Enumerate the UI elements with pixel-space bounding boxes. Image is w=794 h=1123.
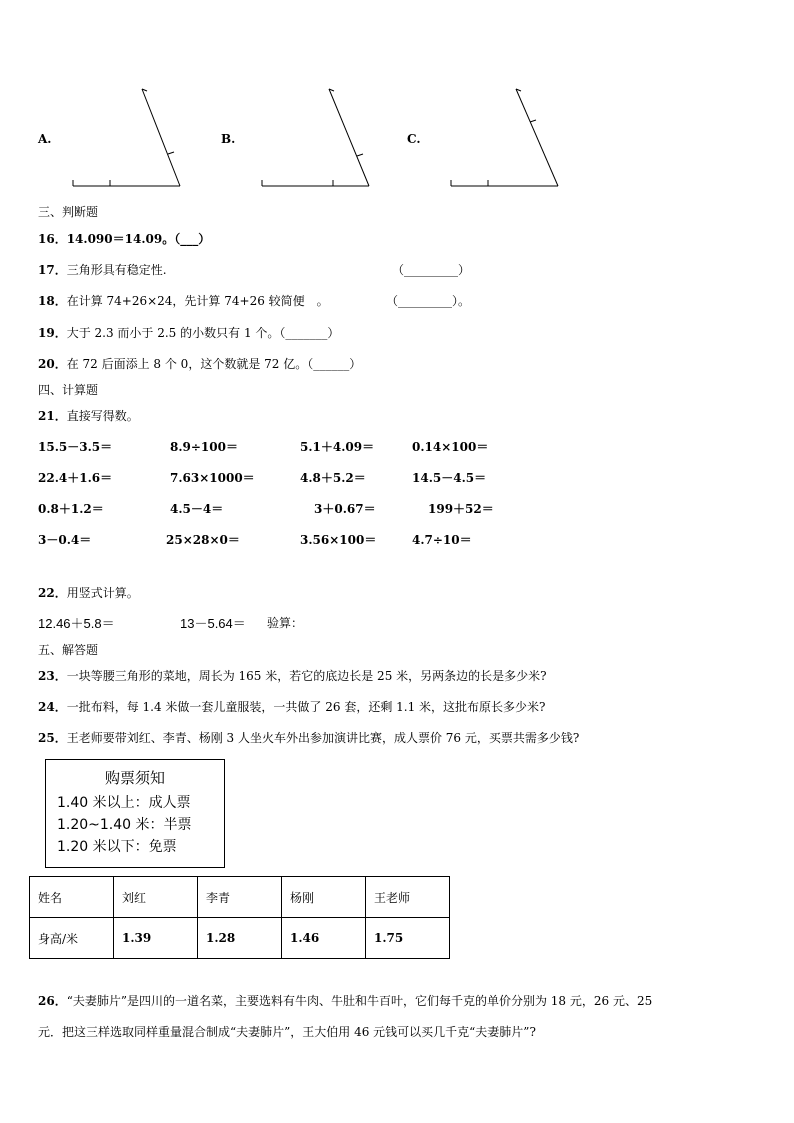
table-row (30, 877, 450, 918)
option-b-label: B. (221, 132, 236, 146)
table-cell: 身高/米 (30, 918, 114, 959)
question-16 (38, 230, 210, 247)
calc-item: 3.56×100＝ (300, 533, 377, 547)
question-22 (38, 584, 139, 601)
question-text: 在 72 后面添上 8 个 0，这个数就是 72 亿。（______） (66, 357, 362, 371)
question-26-continued: 元．把这三样选取同样重量混合制成“夫妻肺片”，王大伯用 46 元钱可以买几千克“夫妻肺片”? (38, 1025, 536, 1039)
angle-figure-a (70, 86, 185, 190)
question-text: 王老师要带刘红、李青、杨刚 3 人坐火车外出参加演讲比赛，成人票价 76 元，买票共需多少钱? (66, 731, 580, 745)
question-number: 17． (38, 263, 67, 277)
table-header-cell: 刘红 (114, 877, 198, 918)
vertical-calc-1: 12.46＋5.8＝ (38, 616, 115, 631)
height-table (29, 876, 450, 959)
table-cell: 1.46 (282, 918, 366, 959)
question-18 (38, 292, 329, 309)
answer-blank-18[interactable]: （_________）。 (386, 294, 471, 308)
notice-line: 1.20~1.40 米：半票 (57, 817, 192, 833)
table-cell: 1.28 (198, 918, 282, 959)
notice-title: 购票须知 (104, 769, 165, 787)
calc-item: 4.8＋5.2＝ (300, 471, 366, 485)
question-23 (38, 667, 547, 684)
calc-item: 7.63×1000＝ (170, 471, 255, 485)
question-text: 在计算 74+26×24，先计算 74+26 较简便 。 (66, 294, 329, 308)
notice-line: 1.40 米以上：成人票 (57, 795, 191, 811)
calc-item: 199＋52＝ (428, 502, 494, 516)
question-24 (38, 698, 545, 715)
question-20 (38, 355, 361, 372)
question-text: 用竖式计算。 (66, 586, 139, 600)
calc-item: 0.14×100＝ (412, 440, 489, 454)
option-a-label: A. (38, 132, 52, 146)
question-text: 大于 2.3 而小于 2.5 的小数只有 1 个。（_______） (66, 326, 340, 340)
question-text: 三角形具有稳定性. (66, 263, 167, 277)
question-26 (38, 992, 652, 1009)
question-number: 26． (38, 994, 67, 1008)
calc-item: 15.5－3.5＝ (38, 440, 113, 454)
calc-item: 3－0.4＝ (38, 533, 92, 547)
calc-item: 3＋0.67＝ (314, 502, 376, 516)
question-number: 22． (38, 586, 67, 600)
calc-item: 0.8＋1.2＝ (38, 502, 104, 516)
question-number: 19． (38, 326, 67, 340)
question-number: 21． (38, 409, 67, 423)
question-number: 16． (38, 232, 67, 246)
ticket-notice-box (45, 759, 225, 868)
answer-blank-17[interactable]: （_________） (392, 263, 471, 277)
vertical-calc-2: 13－5.64＝ (180, 616, 246, 631)
option-c-label: C. (407, 132, 421, 146)
question-text: 直接写得数。 (66, 409, 139, 423)
calc-item: 4.5－4＝ (170, 502, 224, 516)
verification-label: 验算： (267, 616, 304, 630)
question-number: 23． (38, 669, 67, 683)
table-header-cell: 姓名 (30, 877, 114, 918)
angle-figure-b (259, 86, 374, 190)
table-header-cell: 王老师 (366, 877, 450, 918)
question-text: 一批布料，每 1.4 米做一套儿童服装，一共做了 26 套，还剩 1.1 米，这批布原长多少米? (66, 700, 546, 714)
question-number: 20． (38, 357, 67, 371)
notice-line: 1.20 米以下：免票 (57, 839, 177, 855)
section-3-title: 三、判断题 (38, 205, 99, 219)
calc-item: 22.4＋1.6＝ (38, 471, 113, 485)
calc-item: 14.5－4.5＝ (412, 471, 487, 485)
question-25 (38, 729, 579, 746)
section-4-title: 四、计算题 (38, 383, 99, 397)
question-number: 25． (38, 731, 67, 745)
section-5-title: 五、解答题 (38, 643, 99, 657)
question-number: 24． (38, 700, 67, 714)
calc-item: 8.9÷100＝ (170, 440, 238, 454)
calc-item: 4.7÷10＝ (412, 533, 472, 547)
table-row (30, 918, 450, 959)
table-header-cell: 杨刚 (282, 877, 366, 918)
table-cell: 1.39 (114, 918, 198, 959)
angle-figure-c (448, 86, 563, 190)
question-text: 14.090＝14.09。（___） (66, 232, 211, 246)
table-cell: 1.75 (366, 918, 450, 959)
question-19 (38, 324, 339, 341)
calc-item: 5.1＋4.09＝ (300, 440, 375, 454)
question-text: “夫妻肺片”是四川的一道名菜，主要选料有牛肉、牛肚和牛百叶，它们每千克的单价分别为 18 元，26 元、25 (66, 994, 653, 1008)
question-21 (38, 407, 139, 424)
question-17 (38, 261, 167, 278)
question-text: 一块等腰三角形的菜地，周长为 165 米，若它的底边长是 25 米，另两条边的长是多少米? (66, 669, 547, 683)
table-header-cell: 李青 (198, 877, 282, 918)
question-number: 18． (38, 294, 67, 308)
calc-item: 25×28×0＝ (166, 533, 240, 547)
